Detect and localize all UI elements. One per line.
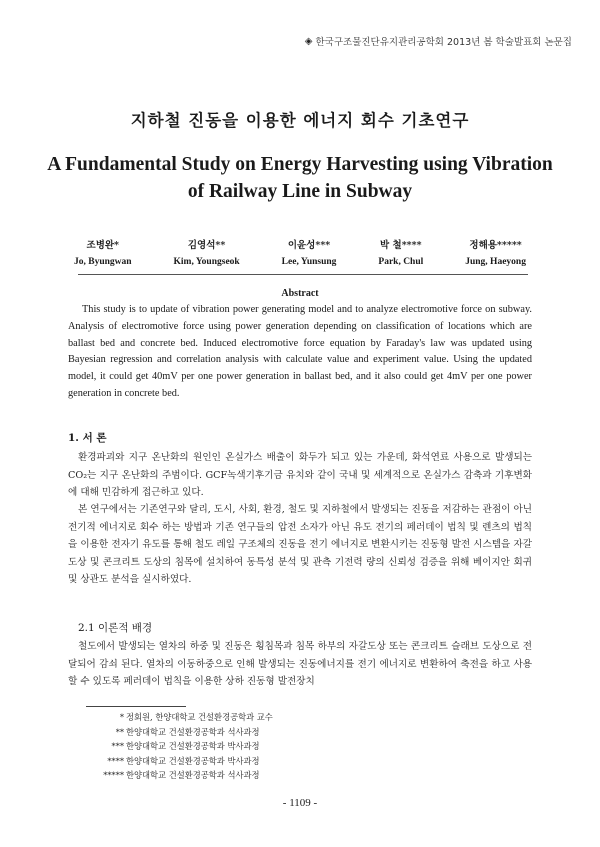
abstract-body: This study is to update of vibration power generating model and to analyze electromotive force on subway. Analysis of electromotive force using power generation depending on classification of locations which are ballast bed and concrete bed. Induced electromotive force equation by Faraday's law was updated using Bayesian regression and correlation analysis with calculate value and experiment value. Using the updated model, it could get 40mV per one power generation in ballast bed, and it also could get 4mV per one power generation in concrete bed. bbox=[68, 304, 532, 399]
author-name-ko: 조병완* bbox=[86, 240, 120, 251]
author-2 bbox=[174, 238, 240, 270]
author-name-ko: 박 철**** bbox=[380, 240, 422, 251]
page-number: - 1109 - bbox=[282, 797, 318, 809]
author-4 bbox=[378, 238, 423, 270]
section-1-paragraph-2: 본 연구에서는 기존연구와 달리, 도시, 사회, 환경, 철도 및 지하철에서 발생되는 진동을 저감하는 관점이 아닌 전기적 에너지로 회수 하는 방법과 기존 연구들의 압전 소자가 아닌 유도 전기의 페러데이 법칙 및 렌츠의 법칙을 이용한 전자기 유도를 통해 철도 레일 구조체의 진동을 전기 에너지로 변환시키는 진동형 발전 시스템을 자갈도상 및 콘크리트 도상의 침목에 설치하여 동특성 분석 및 관측 기전력 량의 신뢰성 검증을 위해 베이지안 회귀 및 상관도 분석을 실시하였다. bbox=[68, 504, 532, 585]
author-5 bbox=[465, 238, 526, 270]
author-3 bbox=[282, 238, 337, 270]
footnote-3: *** 한양대학교 건설환경공학과 박사과정 bbox=[111, 741, 260, 752]
author-name-ko: 이윤성*** bbox=[287, 240, 331, 251]
journal-header-text: 한국구조물진단유지관리공학회 2013년 봄 학술발표회 논문집 bbox=[315, 37, 572, 48]
abstract-heading: Abstract bbox=[281, 288, 319, 299]
section-2-1-heading: 2.1 이론적 배경 bbox=[78, 622, 153, 634]
footnote-4: **** 한양대학교 건설환경공학과 박사과정 bbox=[107, 755, 260, 766]
author-name-en: Kim, Youngseok bbox=[173, 257, 240, 267]
footnote-1: * 정회원, 한양대학교 건설환경공학과 교수 bbox=[119, 712, 273, 722]
author-name-en: Park, Chul bbox=[378, 257, 424, 267]
author-name-en: Jo, Byungwan bbox=[74, 257, 132, 267]
footnote-5: ***** 한양대학교 건설환경공학과 석사과정 bbox=[103, 770, 260, 781]
author-divider bbox=[78, 274, 528, 275]
section-1-paragraph-1: 환경파괴와 지구 온난화의 원인인 온실가스 배출이 화두가 되고 있는 가운데, 화석연료 사용으로 발생되는 CO₂는 지구 온난화의 주범이다. GCF녹색기후기금 유치와 같이 국내 및 세계적으로 온실가스 감축과 기후변화에 대해 민감하게 접근하고 있다. bbox=[68, 452, 532, 498]
author-name-ko: 김영석** bbox=[187, 240, 226, 251]
author-1 bbox=[74, 238, 132, 270]
korean-title: 지하철 진동을 이용한 에너지 회수 기초연구 bbox=[130, 111, 470, 130]
footnotes bbox=[86, 710, 273, 783]
author-list bbox=[74, 238, 526, 270]
author-name-en: Jung, Haeyong bbox=[465, 257, 526, 267]
journal-mark-icon: ◈ bbox=[304, 35, 313, 47]
journal-header bbox=[305, 34, 572, 48]
author-name-ko: 정해용***** bbox=[469, 240, 522, 251]
section-2-1-paragraph: 철도에서 발생되는 열차의 하중 및 진동은 횡침목과 침목 하부의 자갈도상 또는 콘크리트 슬래브 도상으로 전달되어 감쇠 된다. 열차의 이동하중으로 인해 발생되는 진동에너지를 전기 에너지로 변환하여 축전을 하고 사용할 수 있도록 페러데이 법칙을 이용한 상하 진동형 발전장치 bbox=[68, 641, 532, 687]
footnote-divider bbox=[86, 706, 186, 707]
english-title: A Fundamental Study on Energy Harvesting using Vibration of Railway Line in Subway bbox=[47, 154, 553, 202]
footnote-2: ** 한양대학교 건설환경공학과 석사과정 bbox=[115, 726, 260, 737]
section-1-heading: 1. 서 론 bbox=[68, 432, 107, 444]
author-name-en: Lee, Yunsung bbox=[281, 257, 337, 267]
